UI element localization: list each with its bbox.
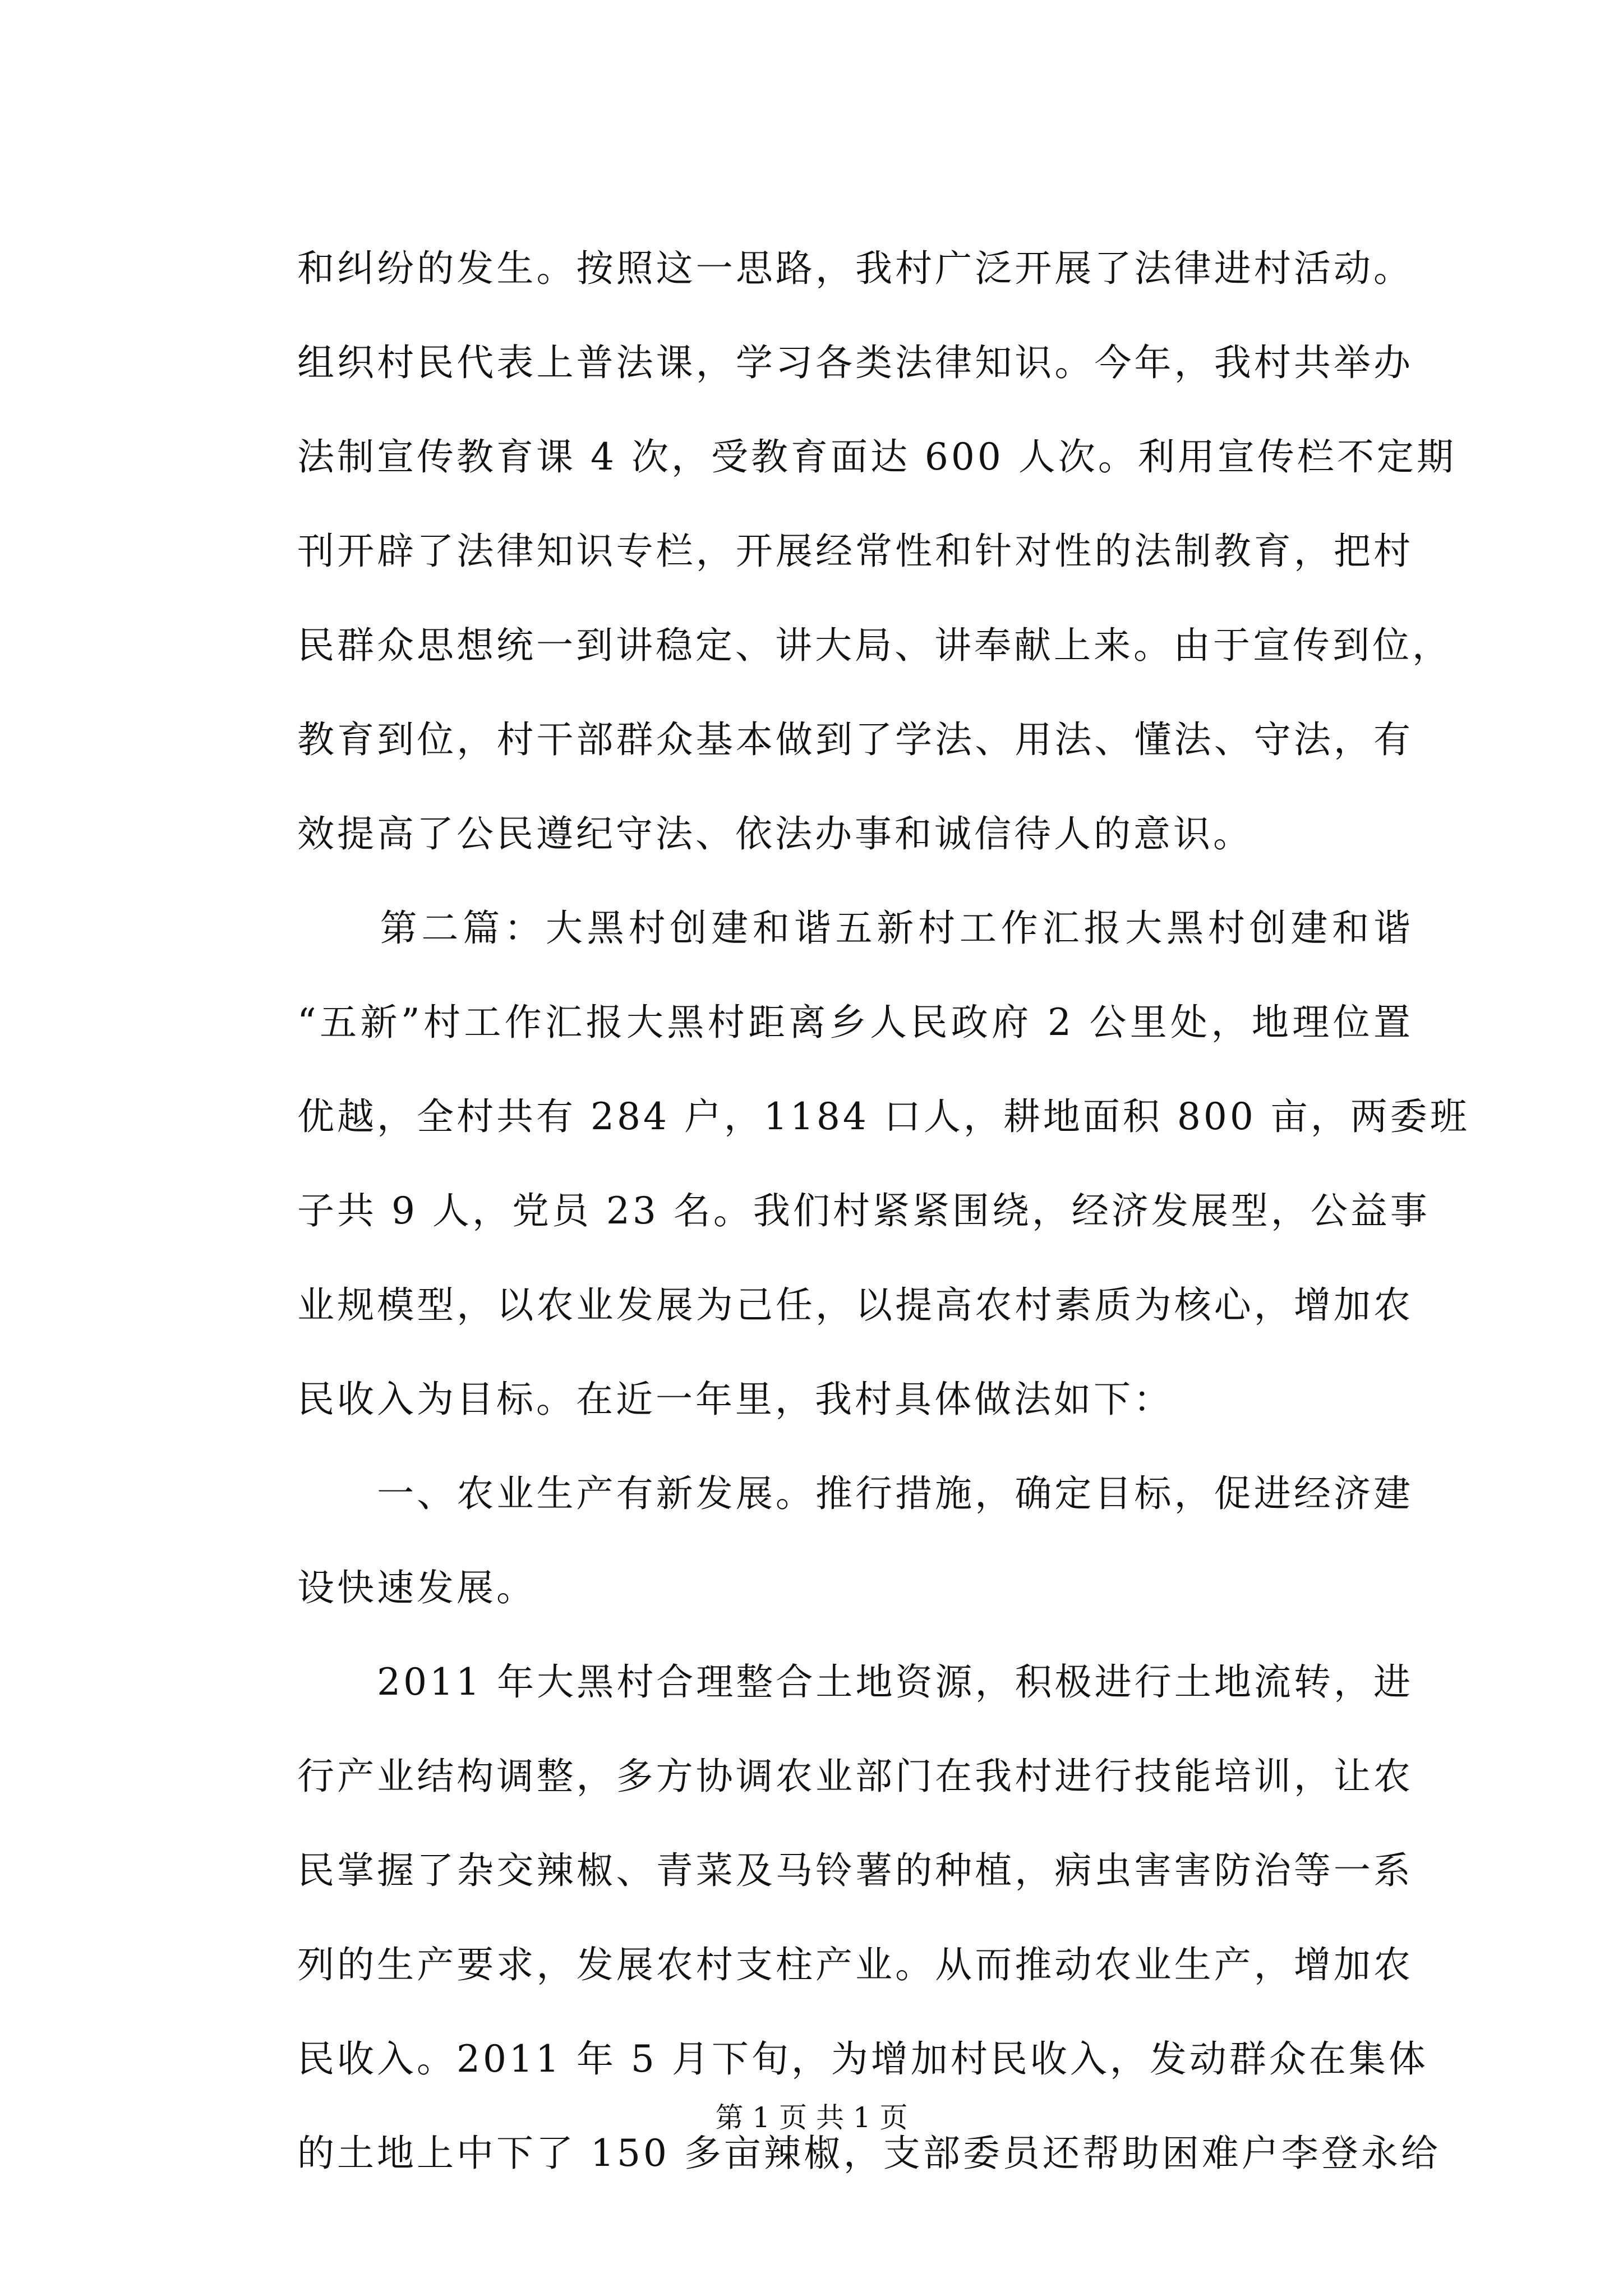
text-line: 子共 9 人，党员 23 名。我们村紧紧围绕，经济发展型，公益事 <box>297 1189 1430 1232</box>
text-line: 的土地上中下了 150 多亩辣椒，支部委员还帮助困难户李登永给 <box>297 2132 1441 2175</box>
page-number-label: 第 1 页 共 1 页 <box>715 2101 908 2134</box>
text-line: 行产业结构调整，多方协调农业部门在我村进行技能培训，让农 <box>297 1755 1413 1798</box>
document-body <box>297 222 1470 2201</box>
page-footer <box>0 2098 1623 2137</box>
text-line: 民群众思想统一到讲稳定、讲大局、讲奉献上来。由于宣传到位， <box>297 624 1452 667</box>
text-line: 和纠纷的发生。按照这一思路，我村广泛开展了法律进村活动。 <box>297 247 1413 290</box>
text-line: “五新”村工作汇报大黑村距离乡人民政府 2 公里处，地理位置 <box>297 1001 1413 1044</box>
text-line: 刊开辟了法律知识专栏，开展经常性和针对性的法制教育，把村 <box>297 530 1413 573</box>
text-line: 组织村民代表上普法课，学习各类法律知识。今年，我村共举办 <box>297 341 1413 384</box>
text-line: 设快速发展。 <box>297 1566 536 1609</box>
text-line: 业规模型，以农业发展为己任，以提高农村素质为核心，增加农 <box>297 1283 1413 1327</box>
text-line: 民收入。2011 年 5 月下旬，为增加村民收入，发动群众在集体 <box>297 2037 1428 2081</box>
text-line: 优越，全村共有 284 户，1184 口人，耕地面积 800 亩，两委班 <box>297 1095 1470 1138</box>
text-line: 教育到位，村干部群众基本做到了学法、用法、懂法、守法，有 <box>297 718 1413 761</box>
text-line: 民收入为目标。在近一年里，我村具体做法如下： <box>297 1378 1173 1421</box>
text-line: 一、农业生产有新发展。推行措施，确定目标，促进经济建 <box>297 1472 1413 1515</box>
text-line: 列的生产要求，发展农村支柱产业。从而推动农业生产，增加农 <box>297 1943 1413 1986</box>
text-line: 2011 年大黑村合理整合土地资源，积极进行土地流转，进 <box>297 1660 1413 1704</box>
text-line: 效提高了公民遵纪守法、依法办事和诚信待人的意识。 <box>297 812 1253 855</box>
text-line: 民掌握了杂交辣椒、青菜及马铃薯的种植，病虫害害防治等一系 <box>297 1849 1413 1892</box>
text-line: 法制宣传教育课 4 次，受教育面达 600 人次。利用宣传栏不定期 <box>297 435 1456 478</box>
text-line: 第二篇：大黑村创建和谐五新村工作汇报大黑村创建和谐 <box>297 907 1413 950</box>
